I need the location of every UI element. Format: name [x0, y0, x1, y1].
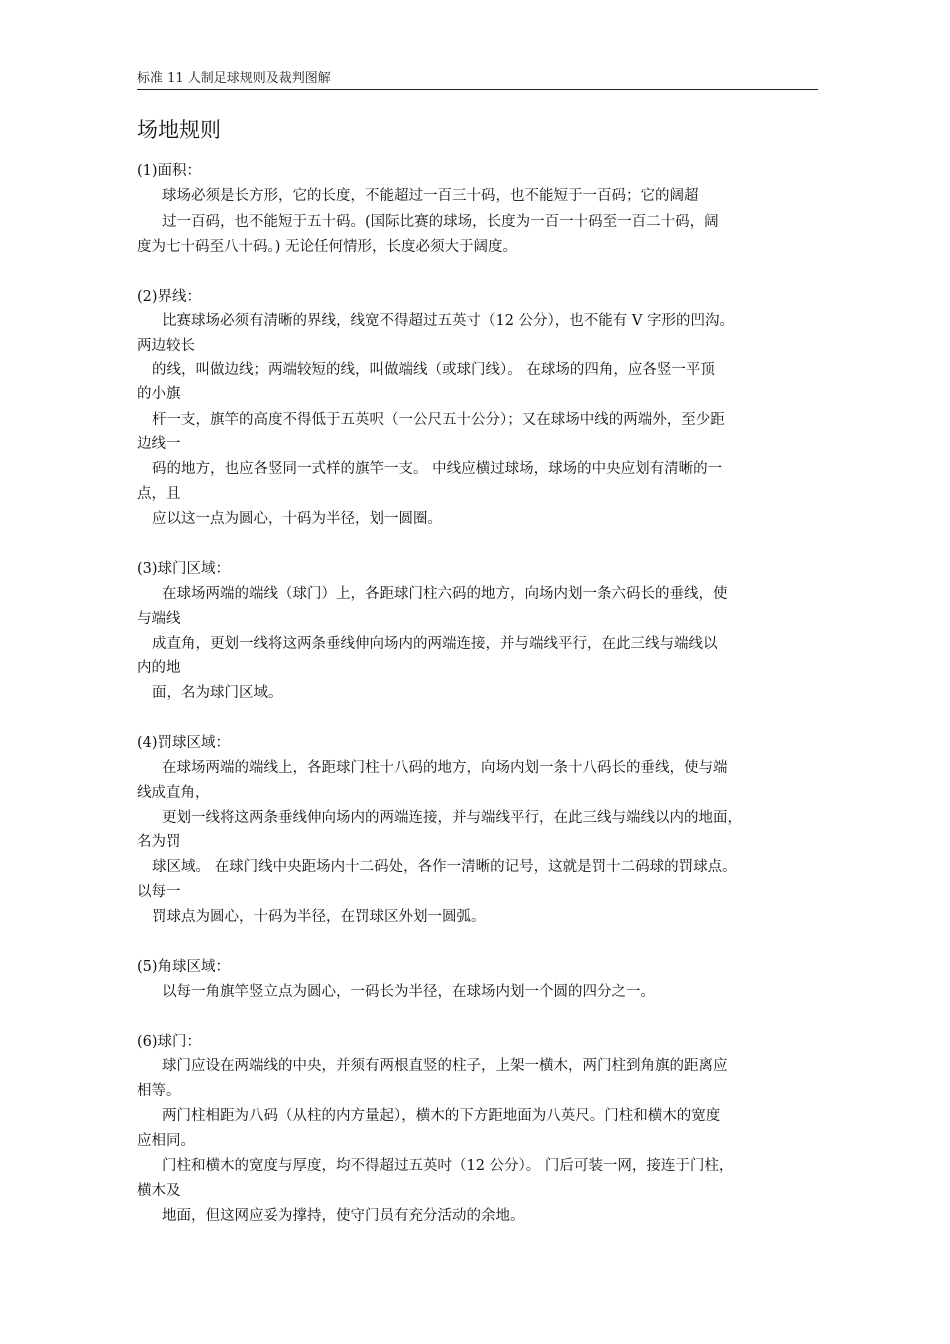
body-line: 地面，但这网应妥为撑持，使守门员有充分活动的余地。: [162, 1208, 525, 1224]
body-line: 名为罚: [137, 834, 181, 850]
body-line: 内的地: [137, 660, 181, 676]
body-line: 以每一: [137, 884, 181, 900]
body-line: 应以这一点为圆心，十码为半径，划一圆圈。: [152, 511, 442, 527]
body-line: 的小旗: [137, 386, 181, 402]
section-heading: (4)罚球区域：: [137, 735, 231, 751]
body-line: 在球场两端的端线（球门）上，各距球门柱六码的地方，向场内划一条六码长的垂线，使: [162, 586, 728, 602]
body-line: 在球场两端的端线上，各距球门柱十八码的地方，向场内划一条十八码长的垂线，使与端: [162, 760, 728, 776]
section-heading: (2)界线：: [137, 289, 202, 305]
section-heading: (6)球门：: [137, 1034, 202, 1050]
body-line: 应相同。: [137, 1133, 195, 1149]
body-line: 更划一线将这两条垂线伸向场内的两端连接，并与端线平行，在此三线与端线以内的地面，: [162, 810, 742, 826]
body-line: 码的地方，也应各竖同一式样的旗竿一支。 中线应横过球场，球场的中央应划有清晰的一: [152, 461, 723, 477]
body-line: 点，且: [137, 486, 181, 502]
body-line: 杆一支，旗竿的高度不得低于五英呎（一公尺五十公分）；又在球场中线的两端外，至少距: [152, 412, 725, 428]
body-line: 门柱和横木的宽度与厚度，均不得超过五英吋（12 公分）。 门后可装一网，接连于门柱，: [162, 1158, 734, 1174]
section-heading: (1)面积：: [137, 163, 202, 179]
body-line: 球场必须是长方形，它的长度，不能超过一百三十码，也不能短于一百码；它的阔超: [162, 188, 699, 204]
body-line: 与端线: [137, 611, 181, 627]
body-line: 比赛球场必须有清晰的界线，线宽不得超过五英寸（12 公分），也不能有 V 字形的凹沟。: [162, 313, 734, 329]
body-line: 罚球点为圆心，十码为半径，在罚球区外划一圆弧。: [152, 909, 486, 925]
body-line: 横木及: [137, 1183, 181, 1199]
section-heading: (3)球门区域：: [137, 561, 231, 577]
body-line: 度为七十码至八十码。) 无论任何情形，长度必须大于阔度。: [137, 239, 518, 255]
body-line: 面，名为球门区域。: [152, 685, 283, 701]
body-line: 边线一: [137, 436, 181, 452]
body-line: 两门柱相距为八码（从柱的内方量起），横木的下方距地面为八英尺。门柱和横木的宽度: [162, 1108, 721, 1124]
page-title: 场地规则: [137, 118, 221, 142]
section-heading: (5)角球区域：: [137, 959, 231, 975]
body-line: 两边较长: [137, 338, 195, 354]
body-line: 的线，叫做边线；两端较短的线，叫做端线（或球门线）。 在球场的四角，应各竖一平顶: [152, 362, 715, 378]
body-line: 成直角，更划一线将这两条垂线伸向场内的两端连接，并与端线平行，在此三线与端线以: [152, 636, 718, 652]
body-line: 相等。: [137, 1083, 181, 1099]
body-line: 线成直角，: [137, 785, 210, 801]
body-line: 过一百码，也不能短于五十码。(国际比赛的球场，长度为一百一十码至一百二十码，阔: [162, 214, 719, 230]
body-line: 球门应设在两端线的中央，并须有两根直竖的柱子，上架一横木，两门柱到角旗的距离应: [162, 1058, 728, 1074]
body-line: 球区域。 在球门线中央距场内十二码处，各作一清晰的记号，这就是罚十二码球的罚球点。: [152, 859, 737, 875]
running-header: [137, 71, 818, 90]
body-line: 以每一角旗竿竖立点为圆心，一码长为半径，在球场内划一个圆的四分之一。: [162, 984, 655, 1000]
running-header-text: 标准 11 人制足球规则及裁判图解: [137, 71, 331, 86]
